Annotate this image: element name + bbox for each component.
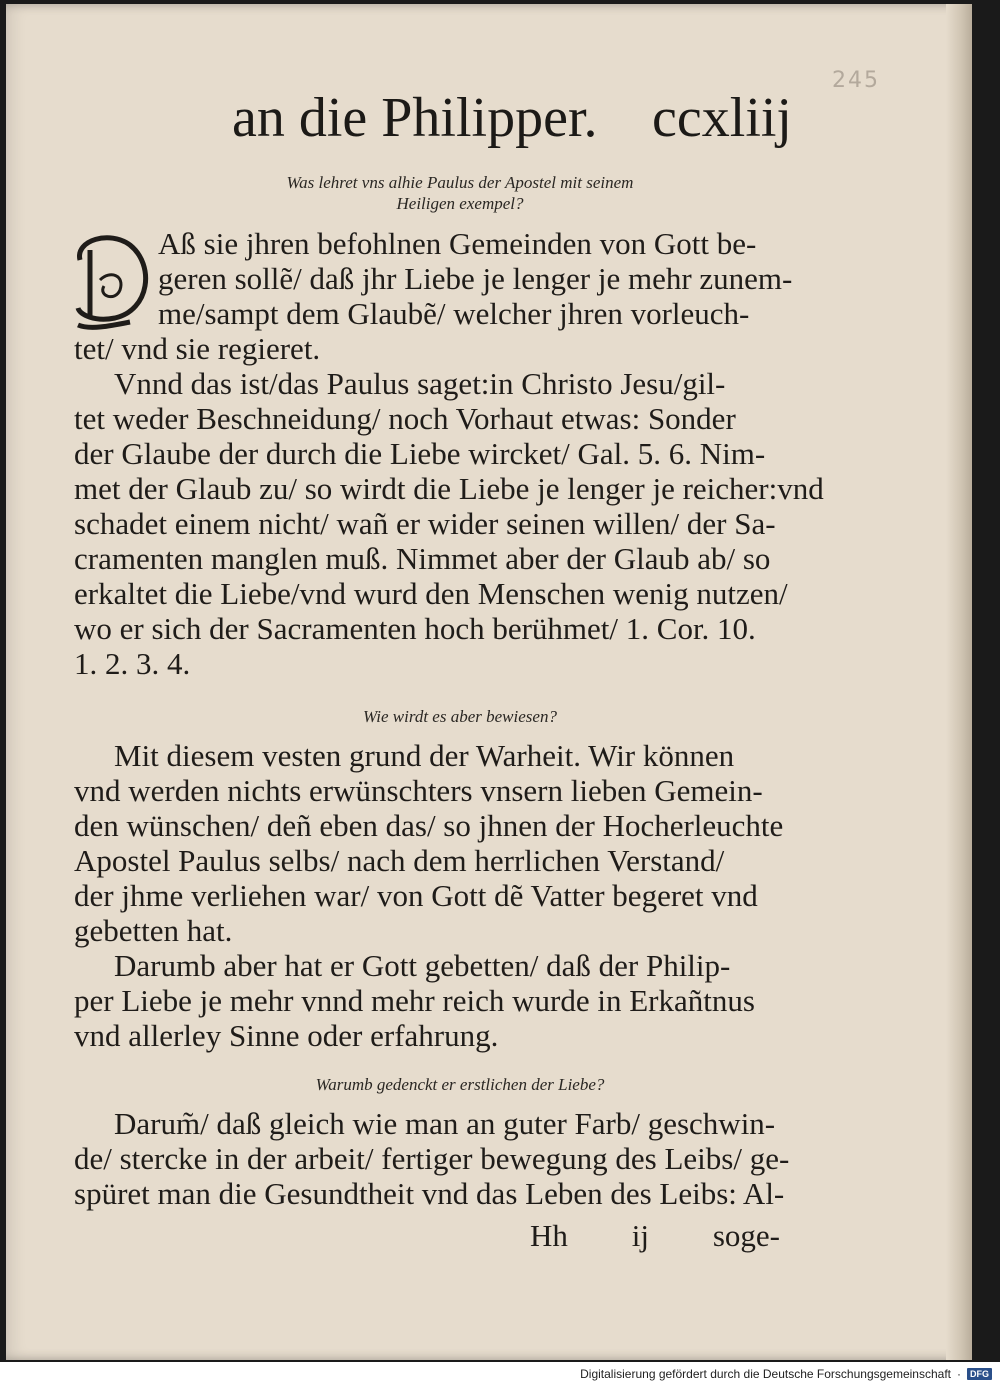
- text-line: vnd werden nichts erwünschters vnsern lieben Gemein-: [74, 773, 763, 808]
- question-line: Heiligen exempel?: [396, 194, 524, 213]
- catchword: soge-: [712, 1218, 780, 1253]
- text-line: den wünschen/ deñ eben das/ so jhnen der Hocherleuchte: [74, 808, 784, 843]
- text-line: geren sollẽ/ daß jhr Liebe je lenger je mehr zunem-: [158, 261, 793, 296]
- text-line: me/sampt dem Glaubẽ/ welcher jhren vorleuch-: [158, 296, 750, 331]
- running-head-title: an die Philipper.: [232, 87, 598, 149]
- text-line: der jhme verliehen war/ von Gott dẽ Vatter begeret vnd: [74, 878, 758, 913]
- text-line: erkaltet die Liebe/vnd wurd den Menschen wenig nutzen/: [74, 576, 788, 611]
- section-3-text: [74, 1106, 790, 1211]
- question-line: Wie wirdt es aber bewiesen?: [363, 707, 557, 726]
- text-line: met der Glaub zu/ so wirdt die Liebe je lenger je reicher:vnd: [74, 471, 824, 506]
- folio-number: ccxliij: [652, 87, 792, 149]
- text-line: Vnnd das ist/das Paulus saget:in Christo Jesu/gil-: [114, 366, 726, 401]
- running-head: [232, 86, 792, 150]
- section-2-text: [74, 738, 784, 1053]
- text-line: schadet einem nicht/ wañ er wider seinen willen/ der Sa-: [74, 506, 776, 541]
- question-line: Was lehret vns alhie Paulus der Apostel mit seinem: [286, 173, 634, 192]
- page-edge-shadow: [946, 4, 972, 1360]
- question-heading-2: [130, 706, 790, 727]
- funding-credit: Digitalisierung gefördert durch die Deutsche Forschungsgemeinschaft: [580, 1367, 951, 1381]
- signature-mark: Hh: [530, 1218, 568, 1253]
- text-line: Darum̃/ daß gleich wie man an guter Farb/ geschwin-: [114, 1106, 776, 1141]
- question-line: Warumb gedenckt er erstlichen der Liebe?: [315, 1075, 605, 1094]
- text-line: Aß sie jhren befohlnen Gemeinden von Gott be-: [158, 226, 757, 261]
- text-line: tet weder Beschneidung/ noch Vorhaut etwas: Sonder: [74, 401, 736, 436]
- text-line: Darumb aber hat er Gott gebetten/ daß der Philip-: [114, 948, 731, 983]
- question-heading-3: [130, 1074, 790, 1095]
- text-line: der Glaube der durch die Liebe wircket/ Gal. 5. 6. Nim-: [74, 436, 766, 471]
- pencil-foliation: 245: [832, 68, 880, 93]
- question-heading-1: [130, 172, 790, 214]
- text-line: wo er sich der Sacramenten hoch berühmet/ 1. Cor. 10.: [74, 611, 756, 646]
- digitization-footer: [0, 1364, 1000, 1384]
- text-line: spüret man die Gesundtheit vnd das Leben des Leibs: Al-: [74, 1176, 785, 1211]
- text-line: 1. 2. 3. 4.: [74, 646, 191, 681]
- text-line: cramenten manglen muß. Nimmet aber der Glaub ab/ so: [74, 541, 771, 576]
- signature-leaf: ij: [631, 1218, 649, 1253]
- catchword-line: [530, 1218, 780, 1254]
- text-line: vnd allerley Sinne oder erfahrung.: [74, 1018, 499, 1053]
- dfg-logo-icon: ·: [957, 1367, 961, 1381]
- text-line: gebetten hat.: [74, 913, 233, 948]
- text-line: per Liebe je mehr vnnd mehr reich wurde in Erkañtnus: [74, 983, 755, 1018]
- dfg-logo: DFG: [967, 1368, 992, 1380]
- text-line: de/ stercke in der arbeit/ fertiger bewegung des Leibs/ ge-: [74, 1141, 790, 1176]
- text-line: Mit diesem vesten grund der Warheit. Wir können: [114, 738, 735, 773]
- text-line: Apostel Paulus selbs/ nach dem herrlichen Verstand/: [74, 843, 725, 878]
- section-1-text: [74, 226, 824, 681]
- text-line: tet/ vnd sie regieret.: [74, 331, 321, 366]
